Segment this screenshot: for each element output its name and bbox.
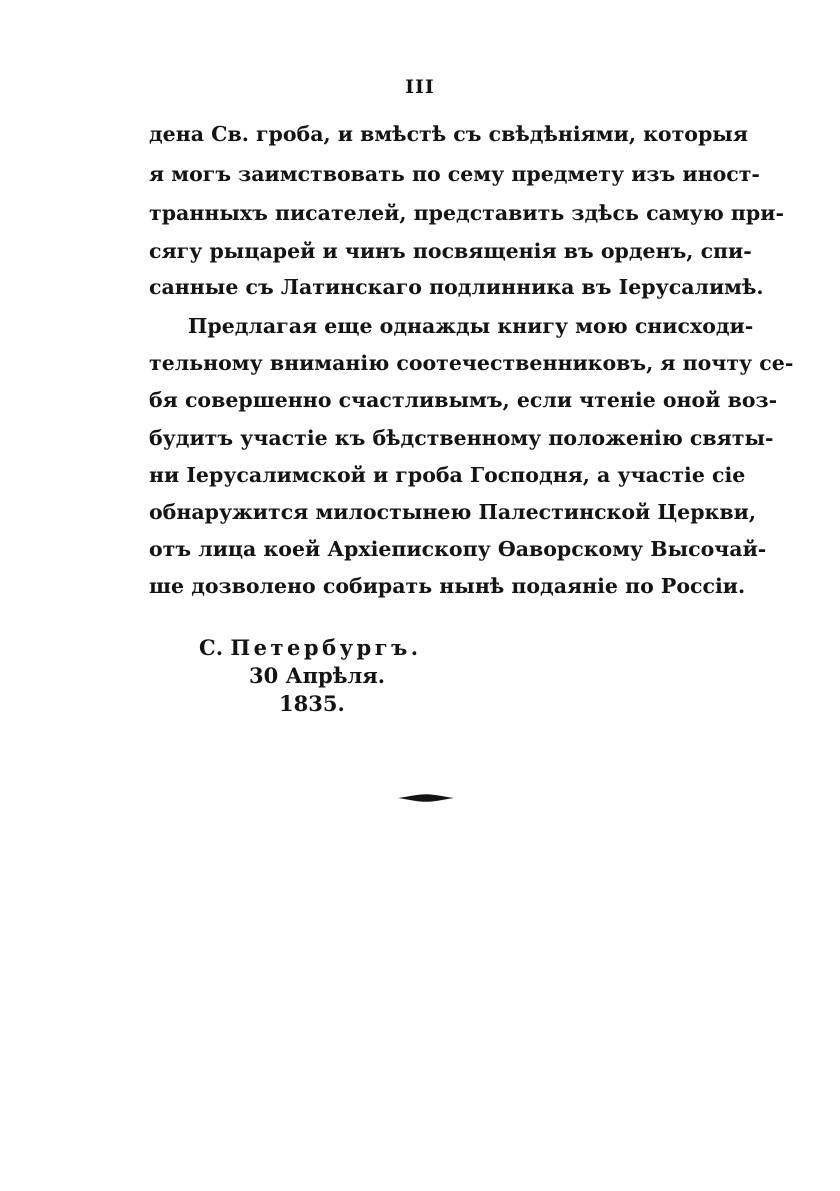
- signature-date: 30 Апрѣля.: [249, 663, 386, 688]
- text-line: будитъ участіе къ бѣдственному положенію святы-: [149, 426, 774, 450]
- text-line: я могъ заимствовать по сему предмету изъ иност-: [149, 162, 760, 186]
- text-line: отъ лица коей Архіепископу Ѳаворскому Высочай-: [149, 537, 767, 561]
- page-number: III: [405, 76, 435, 98]
- text-line: санные съ Латинскаго подлинника въ Іерусалимѣ.: [149, 275, 764, 299]
- text-line: транныхъ писателей, представить здѣсь самую при-: [149, 201, 784, 225]
- signature-year: 1835.: [279, 691, 345, 716]
- text-line: сягу рыцарей и чинъ посвященія въ орденъ, спи-: [149, 239, 752, 263]
- text-line: обнаружится милостынею Палестинской Церкви,: [149, 500, 756, 524]
- city-prefix: С.: [199, 635, 224, 660]
- text-line: ни Іерусалимской и гроба Господня, а участіе сіе: [149, 463, 746, 487]
- text-line: бя совершенно счастливымъ, если чтеніе оной воз-: [149, 388, 778, 412]
- text-line: ше дозволено собирать нынѣ подаяніе по Россіи.: [149, 574, 746, 598]
- text-line: Предлагая еще однажды книгу мою снисходи-: [188, 314, 754, 338]
- text-line: тельному вниманію соотечественниковъ, я почту се-: [149, 351, 794, 375]
- signature-city: [199, 633, 422, 663]
- city-name: Петербургъ.: [230, 635, 422, 660]
- ornament-rule-icon: [396, 791, 456, 805]
- text-line: дена Св. гроба, и вмѣстѣ съ свѣдѣніями, которыя: [149, 122, 748, 146]
